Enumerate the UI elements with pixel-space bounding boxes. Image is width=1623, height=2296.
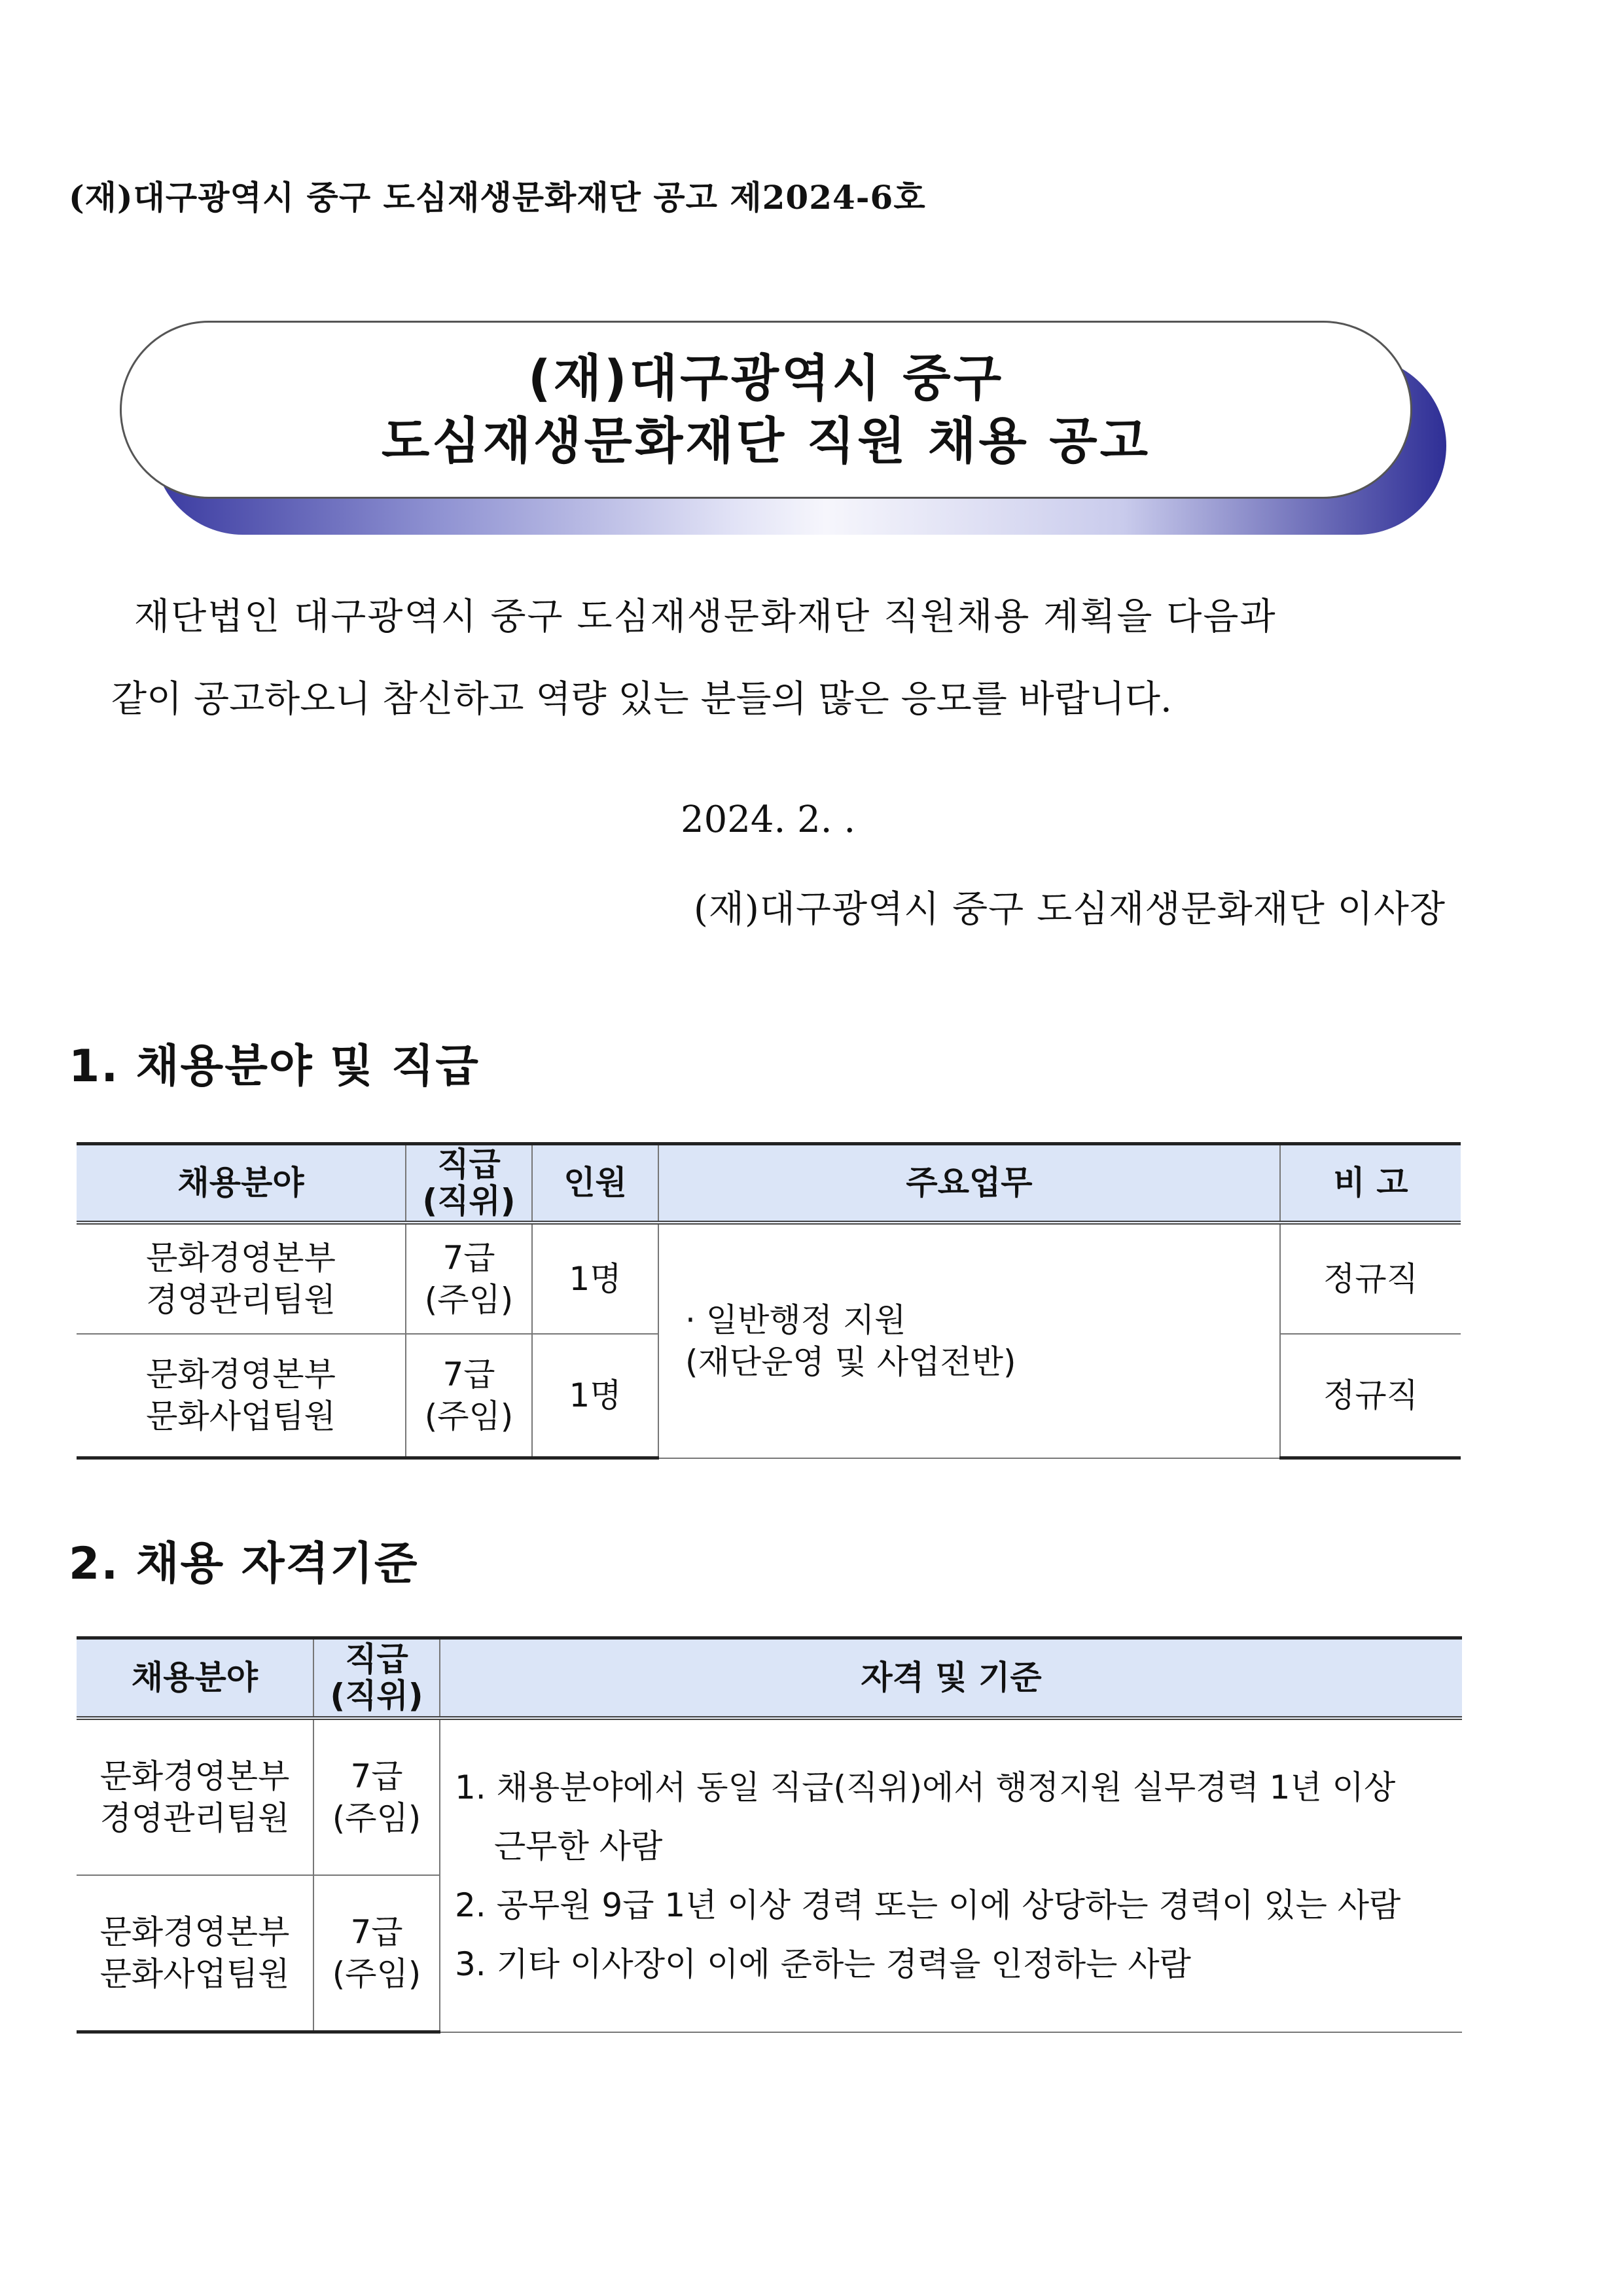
cell-field: 문화경영본부 경영관리팀원 (77, 1718, 313, 1875)
cell-field: 문화경영본부 경영관리팀원 (77, 1223, 406, 1334)
signer: (재)대구광역시 중구 도심재생문화재단 이사장 (694, 888, 1446, 931)
recruitment-field-table (77, 1142, 1461, 1460)
title-banner (120, 321, 1412, 499)
banner-title-line2: 도심재생문화재단 직원 채용 공고 (381, 412, 1151, 470)
cell-duty: · 일반행정 지원 (재단운영 및 사업전반) (658, 1223, 1280, 1458)
header-field: 채용분야 (77, 1144, 406, 1223)
criteria-item1: 1. 채용분야에서 동일 직급(직위)에서 행정지원 실무경력 1년 이상 (455, 1768, 1396, 1806)
qualification-table (77, 1636, 1462, 2034)
intro-paragraph (111, 576, 1472, 741)
section2-title: 2. 채용 자격기준 (69, 1538, 419, 1590)
cell-count: 1명 (532, 1334, 658, 1458)
cell-grade: 7급 (주임) (313, 1875, 440, 2032)
cell-grade: 7급 (주임) (406, 1223, 532, 1334)
table-header-row (77, 1638, 1462, 1718)
cell-grade: 7급 (주임) (313, 1718, 440, 1875)
criteria-item2: 2. 공무원 9급 1년 이상 경력 또는 이에 상당하는 경력이 있는 사람 (455, 1886, 1401, 1924)
cell-field: 문화경영본부 문화사업팀원 (77, 1334, 406, 1458)
header-grade: 직급 (직위) (313, 1638, 440, 1718)
table-row (77, 1223, 1461, 1334)
cell-grade: 7급 (주임) (406, 1334, 532, 1458)
header-field: 채용분야 (77, 1638, 313, 1718)
cell-note: 정규직 (1280, 1334, 1461, 1458)
header-duty: 주요업무 (658, 1144, 1280, 1223)
cell-note: 정규직 (1280, 1223, 1461, 1334)
header-grade: 직급 (직위) (406, 1144, 532, 1223)
criteria-item1-cont: 근무한 사람 (494, 1827, 663, 1865)
banner-title-line1: (재)대구광역시 중구 (527, 349, 1005, 407)
cell-field: 문화경영본부 문화사업팀원 (77, 1875, 313, 2032)
header-count: 인원 (532, 1144, 658, 1223)
header-note: 비 고 (1280, 1144, 1461, 1223)
table-row (77, 1718, 1462, 1875)
header-criteria: 자격 및 기준 (440, 1638, 1462, 1718)
criteria-item3: 3. 기타 이사장이 이에 준하는 경력을 인정하는 사람 (455, 1945, 1191, 1983)
cell-count: 1명 (532, 1223, 658, 1334)
section1-title: 1. 채용분야 및 직급 (69, 1041, 480, 1092)
notice-date: 2024. 2. . (681, 798, 856, 841)
intro-line1: 재단법인 대구광역시 중구 도심재생문화재단 직원채용 계획을 다음과 (134, 596, 1277, 638)
table-header-row (77, 1144, 1461, 1223)
notice-number: (재)대구광역시 중구 도심재생문화재단 공고 제2024-6호 (69, 178, 926, 217)
cell-criteria (440, 1718, 1462, 2032)
intro-line2: 같이 공고하오니 참신하고 역량 있는 분들의 많은 응모를 바랍니다. (111, 678, 1172, 721)
